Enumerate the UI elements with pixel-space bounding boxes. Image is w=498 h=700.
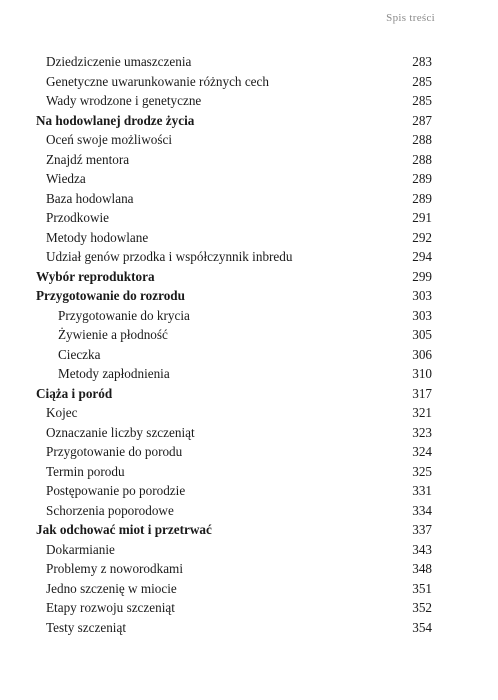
toc-entry — [36, 481, 432, 501]
toc-entry-page-number: 288 — [412, 151, 432, 167]
toc-entry-page-number: 299 — [412, 268, 432, 284]
toc-entry — [36, 286, 432, 306]
toc-entry-title: Termin porodu — [46, 463, 125, 479]
toc-entry-page-number: 351 — [412, 580, 432, 596]
toc-entry — [36, 403, 432, 423]
toc-entry — [36, 247, 432, 267]
toc-entry-page-number: 305 — [412, 327, 432, 342]
toc-entry-title: Jak odchować miot i przetrwać — [36, 522, 212, 537]
toc-entry-title: Problemy z noworodkami — [46, 561, 183, 576]
toc-entry-page-number: 334 — [412, 502, 432, 518]
toc-entry — [36, 540, 432, 560]
toc-entry-title: Metody hodowlane — [46, 229, 149, 245]
toc-entry — [36, 208, 432, 228]
toc-entry-page-number: 331 — [412, 483, 432, 498]
toc-entry — [36, 150, 432, 170]
toc-entry-title: Schorzenia poporodowe — [46, 502, 174, 518]
toc-entry-title: Znajdź mentora — [46, 151, 130, 167]
toc-entry-title: Dziedziczenie umaszczenia — [46, 54, 192, 69]
toc-entry-page-number: 321 — [412, 405, 432, 420]
toc-entry-title: Na hodowlanej drodze życia — [36, 112, 195, 128]
toc-entry — [36, 618, 432, 638]
toc-entry-title: Etapy rozwoju szczeniąt — [46, 600, 175, 615]
toc-entry-title: Przygotowanie do rozrodu — [36, 288, 185, 303]
toc-entry-title: Wady wrodzone i genetyczne — [46, 93, 202, 108]
toc-entry-page-number: 317 — [412, 385, 432, 401]
toc-entry — [36, 462, 432, 482]
toc-entry — [36, 325, 432, 345]
toc-entry — [36, 130, 432, 150]
toc-entry-title: Metody zapłodnienia — [58, 366, 170, 381]
toc-entry-title: Genetyczne uwarunkowanie różnych cech — [46, 73, 269, 89]
toc-entry — [36, 520, 432, 540]
toc-entry-title: Dokarmianie — [46, 541, 115, 557]
toc-entry-page-number: 292 — [412, 229, 432, 245]
toc-entry-title: Wybór reproduktora — [36, 268, 155, 284]
toc-entry-title: Baza hodowlana — [46, 190, 134, 206]
toc-entry-title: Przodkowie — [46, 210, 109, 225]
toc-entry-page-number: 303 — [412, 288, 432, 303]
toc-entry — [36, 384, 432, 404]
toc-entry — [36, 91, 432, 111]
toc-entry-title: Jedno szczenię w miocie — [46, 580, 177, 596]
toc-entry-page-number: 352 — [412, 600, 432, 615]
toc-entry-page-number: 285 — [412, 73, 432, 89]
toc-entry-page-number: 289 — [412, 171, 432, 186]
toc-entry-page-number: 323 — [412, 424, 432, 440]
toc-entry-title: Testy szczeniąt — [46, 619, 126, 635]
toc-entry — [36, 423, 432, 443]
toc-entry — [36, 579, 432, 599]
toc-entry-page-number: 303 — [412, 307, 432, 323]
toc-entry-page-number: 289 — [412, 190, 432, 206]
toc-entry-page-number: 354 — [412, 619, 432, 635]
toc-entry-page-number: 287 — [412, 112, 432, 128]
toc-entry — [36, 598, 432, 618]
toc-entry-page-number: 325 — [412, 463, 432, 479]
toc-entry-page-number: 348 — [412, 561, 432, 576]
toc-entry — [36, 345, 432, 365]
toc-entry — [36, 306, 432, 326]
toc-entry-title: Oznaczanie liczby szczeniąt — [46, 424, 195, 440]
toc-entry-title: Oceń swoje możliwości — [46, 132, 172, 147]
toc-entry-page-number: 283 — [412, 54, 432, 69]
toc-entry — [36, 364, 432, 384]
toc-entry-page-number: 306 — [412, 346, 432, 362]
toc-entry-title: Kojec — [46, 405, 78, 420]
running-head: Spis treści — [386, 12, 435, 24]
toc-entry — [36, 111, 432, 131]
toc-entry-title: Żywienie a płodność — [58, 327, 168, 342]
toc-entry-title: Ciąża i poród — [36, 385, 113, 401]
toc-entry-page-number: 288 — [412, 132, 432, 147]
toc-entry — [36, 189, 432, 209]
toc-entry-title: Postępowanie po porodzie — [46, 483, 186, 498]
toc-entry — [36, 228, 432, 248]
toc-entry — [36, 169, 432, 189]
toc-entry — [36, 52, 432, 72]
table-of-contents — [36, 52, 432, 637]
toc-entry — [36, 501, 432, 521]
toc-entry — [36, 72, 432, 92]
toc-entry-page-number: 285 — [412, 93, 432, 108]
toc-entry-title: Udział genów przodka i współczynnik inbredu — [46, 249, 293, 264]
toc-entry-title: Cieczka — [58, 346, 101, 362]
toc-entry-page-number: 337 — [412, 522, 432, 537]
toc-entry — [36, 442, 432, 462]
toc-entry — [36, 559, 432, 579]
toc-entry-title: Wiedza — [46, 171, 86, 186]
toc-entry-page-number: 291 — [412, 210, 432, 225]
toc-entry-title: Przygotowanie do krycia — [58, 307, 190, 323]
toc-entry-page-number: 294 — [412, 249, 432, 264]
toc-entry-page-number: 343 — [412, 541, 432, 557]
toc-entry — [36, 267, 432, 287]
toc-entry-page-number: 310 — [412, 366, 432, 381]
toc-entry-page-number: 324 — [412, 444, 432, 459]
toc-entry-title: Przygotowanie do porodu — [46, 444, 183, 459]
